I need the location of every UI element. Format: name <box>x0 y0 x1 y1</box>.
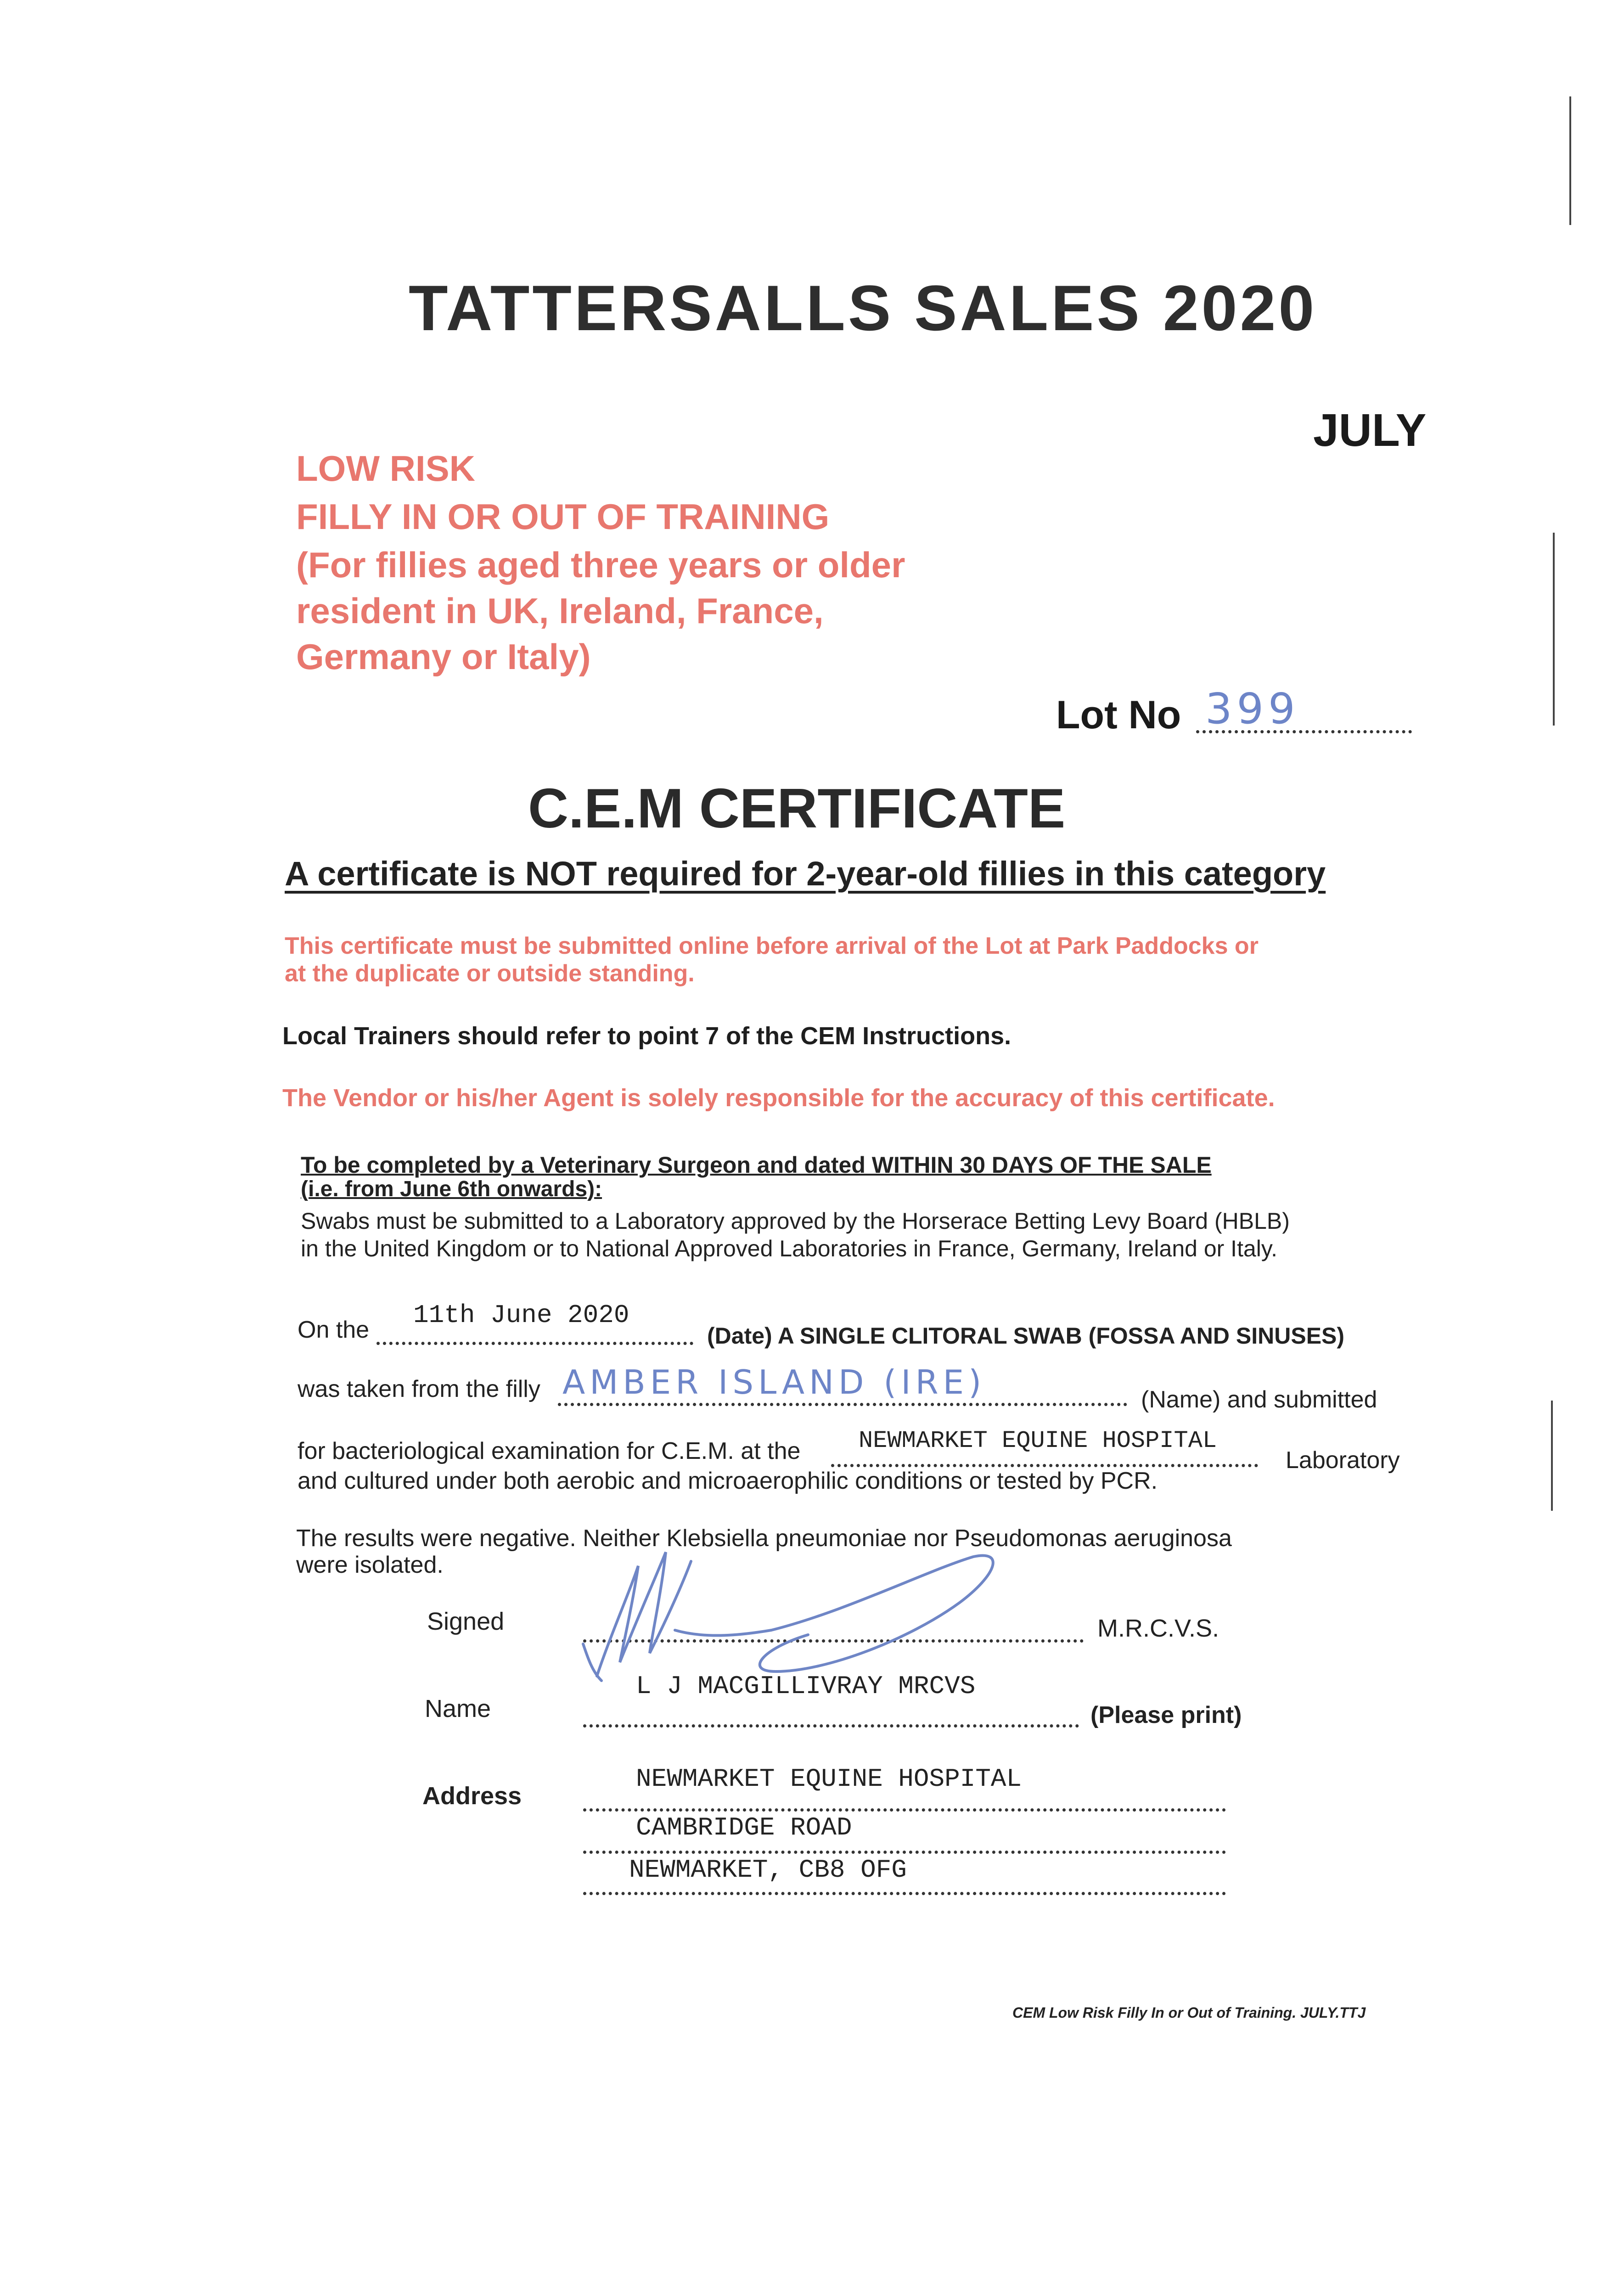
date-suffix: (Date) A SINGLE CLITORAL SWAB (FOSSA AND SINUSES) <box>707 1323 1345 1349</box>
address-line-3-handwritten: NEWMARKET, CB8 OFG <box>629 1855 907 1885</box>
category-line-4: resident in UK, Ireland, France, <box>296 591 824 631</box>
instructions-line-3: Swabs must be submitted to a Laboratory approved by the Horserace Betting Levy Board (HBLB) <box>301 1208 1290 1234</box>
cultured-text: and cultured under both aerobic and microaerophilic conditions or tested by PCR. <box>298 1468 1158 1494</box>
date-dotted-line <box>376 1342 693 1345</box>
page-title: TATTERSALLS SALES 2020 <box>409 272 1317 344</box>
filly-name-handwritten: AMBER ISLAND (IRE) <box>562 1363 986 1401</box>
lot-label: Lot No <box>1056 693 1181 737</box>
not-required-notice: A certificate is NOT required for 2-year-old fillies in this category <box>285 855 1326 893</box>
lab-value-handwritten: NEWMARKET EQUINE HOSPITAL <box>859 1427 1217 1454</box>
results-line-2: were isolated. <box>296 1552 444 1578</box>
address-line-2-handwritten: CAMBRIDGE ROAD <box>636 1813 852 1842</box>
on-the-label: On the <box>298 1317 370 1343</box>
category-line-2: FILLY IN OR OUT OF TRAINING <box>296 496 830 537</box>
scan-edge-line <box>1553 533 1555 726</box>
mrcvs-label: M.R.C.V.S. <box>1097 1615 1219 1642</box>
certificate-title: C.E.M CERTIFICATE <box>528 777 1066 839</box>
results-line-1: The results were negative. Neither Klebsiella pneumoniae nor Pseudomonas aeruginosa <box>296 1525 1232 1552</box>
address-line-1-handwritten: NEWMARKET EQUINE HOSPITAL <box>636 1764 1022 1794</box>
trainers-notice: Local Trainers should refer to point 7 of the CEM Instructions. <box>282 1022 1011 1050</box>
exam-suffix: Laboratory <box>1286 1447 1400 1474</box>
instructions-line-2: (i.e. from June 6th onwards): <box>301 1177 602 1201</box>
sale-month: JULY <box>1313 405 1427 456</box>
please-print-label: (Please print) <box>1090 1702 1242 1728</box>
submit-notice-line-2: at the duplicate or outside standing. <box>285 960 695 987</box>
signature-scribble <box>569 1525 1028 1690</box>
lab-dotted-line <box>831 1464 1258 1467</box>
address-label: Address <box>422 1782 522 1810</box>
category-line-5: Germany or Italy) <box>296 636 591 677</box>
signed-label: Signed <box>427 1608 505 1635</box>
instructions-line-1: To be completed by a Veterinary Surgeon and dated WITHIN 30 DAYS OF THE SALE <box>301 1152 1212 1178</box>
scan-edge-line <box>1569 96 1571 225</box>
name-dotted-line <box>583 1724 1079 1728</box>
submit-notice-line-1: This certificate must be submitted online before arrival of the Lot at Park Paddocks or <box>285 933 1259 959</box>
name-label: Name <box>425 1695 491 1722</box>
name-value-handwritten: L J MACGILLIVRAY MRCVS <box>636 1671 976 1701</box>
instructions-line-4: in the United Kingdom or to National Approved Laboratories in France, Germany, Ireland or Italy. <box>301 1236 1278 1261</box>
category-line-1: LOW RISK <box>296 448 475 489</box>
address-dotted-line-3 <box>583 1892 1226 1895</box>
lot-number-handwritten: 399 <box>1205 684 1300 733</box>
address-dotted-line-2 <box>583 1851 1226 1854</box>
footer-code: CEM Low Risk Filly In or Out of Training. JULY.TTJ <box>1012 2004 1366 2021</box>
filly-name-dotted-line <box>558 1403 1127 1406</box>
date-value-handwritten: 11th June 2020 <box>413 1300 629 1330</box>
address-dotted-line-1 <box>583 1808 1226 1812</box>
exam-prefix: for bacteriological examination for C.E.M. at the <box>298 1438 801 1464</box>
taken-suffix: (Name) and submitted <box>1141 1386 1377 1413</box>
taken-prefix: was taken from the filly <box>298 1376 540 1402</box>
vendor-notice: The Vendor or his/her Agent is solely responsible for the accuracy of this certificate. <box>282 1084 1275 1112</box>
category-line-3: (For fillies aged three years or older <box>296 545 905 585</box>
scan-edge-line <box>1551 1401 1553 1511</box>
